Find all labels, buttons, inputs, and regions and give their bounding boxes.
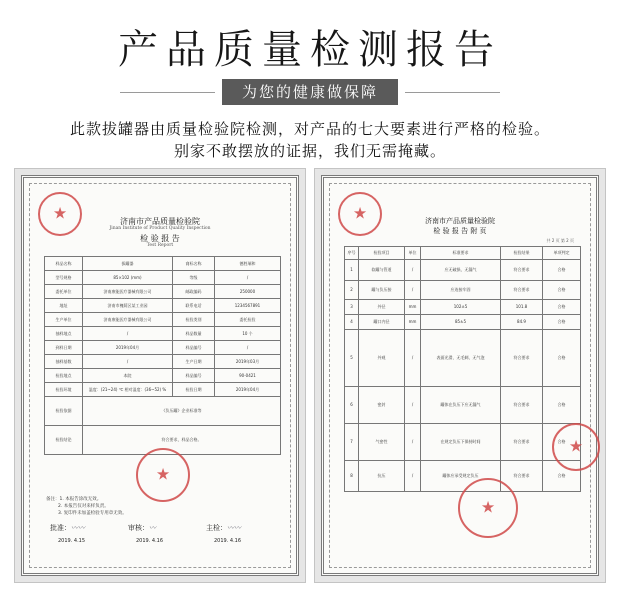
appendix-cell: 合格	[543, 300, 581, 315]
report-field-label: 检验环境	[45, 383, 83, 397]
report-institute-en: Jinan Institute of Product Quality Inspection	[109, 226, 211, 231]
appendix-row	[345, 461, 581, 492]
report-row	[45, 397, 281, 426]
appendix-cell: 4	[345, 315, 359, 330]
appendix-cell: 合格	[543, 424, 581, 461]
report-field-label: 检验日期	[173, 383, 215, 397]
report-field-value: 拔罐器	[83, 257, 173, 271]
seal-star-icon: ★	[52, 203, 68, 223]
test-report-document	[14, 168, 306, 583]
report-appendix-document	[314, 168, 606, 583]
appendix-cell: 合格	[543, 260, 581, 281]
appendix-cell: 应无破损、无漏气	[421, 260, 501, 281]
report-border	[21, 175, 299, 576]
report-field-value: 济南康能医疗器械有限公司	[83, 285, 173, 299]
intro-line-1: 此款拔罐器由质量检验院检测，对产品的七大要素进行严格的检验。	[69, 120, 550, 138]
report-field-label: 检验结论	[45, 426, 83, 455]
appendix-cell: 6	[345, 387, 359, 424]
appendix-row	[345, 330, 581, 387]
sign-date: 2019. 4.15	[58, 538, 86, 544]
appendix-cell: 外观	[359, 330, 405, 387]
appendix-cell: /	[405, 281, 421, 300]
report-row	[45, 355, 281, 369]
appendix-row	[345, 387, 581, 424]
report-institute: 济南市产品质量检验院	[120, 217, 200, 226]
appendix-cell: 应连接牢固	[421, 281, 501, 300]
signature-approver: 批准：〰〰	[50, 524, 85, 532]
report-field-label: 等级	[173, 271, 215, 285]
appendix-cell: /	[405, 461, 421, 492]
appendix-cell: mm	[405, 300, 421, 315]
appendix-table	[344, 246, 581, 492]
report-title-en: Test Report	[146, 243, 174, 248]
report-row	[45, 327, 281, 341]
banner: 为您的健康做保障	[222, 79, 398, 105]
report-field-label: 联系电话	[173, 299, 215, 313]
report-notes	[46, 496, 127, 517]
signature-tester: 主检：〰〰	[206, 524, 241, 532]
report-field-value: 本院	[83, 369, 173, 383]
report-note: 2. 本报告仅对来样负责。	[58, 504, 109, 509]
appendix-column-header: 标准要求	[421, 247, 501, 260]
appendix-cell: 1	[345, 260, 359, 281]
report-field-label: 检验依据	[45, 397, 83, 426]
report-row	[45, 341, 281, 355]
report-field-label: 到样日期	[45, 341, 83, 355]
appendix-seal-bottom-star-icon: ★	[480, 497, 496, 517]
appendix-column-header: 检验项目	[359, 247, 405, 260]
appendix-column-header: 检验结果	[501, 247, 543, 260]
appendix-cell: 罐与负压接	[359, 281, 405, 300]
appendix-row	[345, 281, 581, 300]
report-row	[45, 299, 281, 313]
appendix-cell: 符合要求	[501, 260, 543, 281]
report-field-label: 地址	[45, 299, 83, 313]
report-note: 3. 复印件未加盖检验专用章无效。	[58, 511, 127, 516]
appendix-cell: 软罐与管道	[359, 260, 405, 281]
report-field-label: 商标名称	[173, 257, 215, 271]
report-field-value: 90-0421	[215, 369, 281, 383]
report-field-label: 样品数量	[173, 327, 215, 341]
signature-scrawl: 〰〰	[71, 524, 85, 532]
report-field-value: 委托检验	[215, 313, 281, 327]
appendix-row	[345, 315, 581, 330]
appendix-cell: 3	[345, 300, 359, 315]
report-field-label: 生产日期	[173, 355, 215, 369]
appendix-cell: 符合要求	[501, 461, 543, 492]
banner-right-rule	[405, 92, 500, 93]
seal-star-icon: ★	[352, 203, 368, 223]
appendix-cell: mm	[405, 315, 421, 330]
appendix-cell: 合格	[543, 330, 581, 387]
appendix-cell: 2	[345, 281, 359, 300]
report-field-value: 济南康能医疗器械有限公司	[83, 313, 173, 327]
appendix-cell: 101.8	[501, 300, 543, 315]
report-field-value: 10 个	[215, 327, 281, 341]
appendix-cell: 合格	[543, 315, 581, 330]
appendix-cell: /	[405, 424, 421, 461]
report-field-label: 抽样地点	[45, 327, 83, 341]
appendix-cell: 罐体在负压下应无漏气	[421, 387, 501, 424]
approval-seal	[136, 448, 190, 502]
sign-date: 2019. 4.16	[136, 538, 164, 544]
appendix-seal-star-icon: ★	[568, 436, 584, 456]
approval-seal-star-icon: ★	[155, 464, 171, 484]
sign-date: 2019. 4.16	[214, 538, 242, 544]
appendix-cell: 罐体应承受规定负压	[421, 461, 501, 492]
report-title: 检 验 报 告	[140, 234, 180, 243]
appendix-border	[321, 175, 599, 576]
appendix-cell: 符合要求	[501, 424, 543, 461]
report-field-value: /	[215, 341, 281, 355]
appendix-cell: 在规定负压下保持时间	[421, 424, 501, 461]
appendix-column-header: 单位	[405, 247, 421, 260]
signature-scrawl: 〰	[149, 524, 156, 532]
appendix-cell: 合格	[543, 461, 581, 492]
appendix-seal-bottom	[458, 478, 518, 538]
report-field-value: 250000	[215, 285, 281, 299]
appendix-page-number: 共 2 页 第 2 页	[546, 238, 574, 243]
report-field-label: 型号规格	[45, 271, 83, 285]
appendix-row	[345, 300, 581, 315]
appendix-cell: 气密性	[359, 424, 405, 461]
appendix-seal-right	[552, 423, 600, 471]
appendix-institute: 济南市产品质量检验院	[425, 217, 495, 225]
report-field-value: 2019年04月	[83, 341, 173, 355]
report-field-value: 德胜瑞和	[215, 257, 281, 271]
report-row	[45, 383, 281, 397]
appendix-row	[345, 260, 581, 281]
appendix-cell: 合格	[543, 281, 581, 300]
appendix-cell: 合格	[543, 387, 581, 424]
report-field-value: 符合要求，样品合格。	[83, 426, 281, 455]
appendix-cell: /	[405, 387, 421, 424]
appendix-cell: 5	[345, 330, 359, 387]
report-field-label: 样品编号	[173, 341, 215, 355]
appendix-cell: /	[405, 330, 421, 387]
appendix-cell: 7	[345, 424, 359, 461]
appendix-cell: 符合要求	[501, 387, 543, 424]
intro-line-2: 别家不敢摆放的证据，我们无需掩藏。	[173, 142, 446, 160]
report-row	[45, 313, 281, 327]
signature-scrawl: 〰〰	[227, 524, 241, 532]
report-field-label: 检验地点	[45, 369, 83, 383]
report-field-value: 2019年03月	[215, 355, 281, 369]
signature-reviewer: 审核：〰	[128, 524, 156, 532]
report-note: 备注：1. 本报告涂改无效。	[46, 497, 102, 502]
report-row	[45, 369, 281, 383]
report-field-label: 抽样基数	[45, 355, 83, 369]
report-field-value: 1234567891	[215, 299, 281, 313]
appendix-cell: 符合要求	[501, 330, 543, 387]
appendix-cell: /	[405, 260, 421, 281]
report-field-value: 2019年04月	[215, 383, 281, 397]
appendix-row	[345, 424, 581, 461]
appendix-cell: 罐口内径	[359, 315, 405, 330]
appendix-cell: 符合要求	[501, 281, 543, 300]
report-field-label: 样品名称	[45, 257, 83, 271]
report-field-value: /	[215, 271, 281, 285]
report-field-value: /	[83, 327, 173, 341]
report-row	[45, 257, 281, 271]
appendix-cell: 8	[345, 461, 359, 492]
report-table	[44, 256, 281, 455]
appendix-title: 检 验 报 告 附 页	[433, 227, 487, 235]
appendix-cell: 84.9	[501, 315, 543, 330]
report-field-label: 检验类别	[173, 313, 215, 327]
appendix-cell: 密封	[359, 387, 405, 424]
report-field-label: 样品编号	[173, 369, 215, 383]
appendix-cell: 102±5	[421, 300, 501, 315]
report-row	[45, 285, 281, 299]
report-row	[45, 271, 281, 285]
appendix-column-header: 序号	[345, 247, 359, 260]
page-title: 产品质量检测报告	[118, 27, 502, 73]
report-field-value: 85×102 (mm)	[83, 271, 173, 285]
appendix-cell: 外径	[359, 300, 405, 315]
report-field-value: 温度：(21~24) ℃ 相对湿度：(36~52) %	[83, 383, 173, 397]
appendix-cell: 85±5	[421, 315, 501, 330]
report-field-value: 《负压罐》企业标准等	[83, 397, 281, 426]
report-field-value: /	[83, 355, 173, 369]
appendix-cell: 抗压	[359, 461, 405, 492]
appendix-column-header: 单项判定	[543, 247, 581, 260]
report-field-label: 生产单位	[45, 313, 83, 327]
report-field-label: 委托单位	[45, 285, 83, 299]
banner-left-rule	[120, 92, 215, 93]
report-field-label: 邮政编码	[173, 285, 215, 299]
appendix-cell: 表面光滑，无毛刺、无气泡	[421, 330, 501, 387]
report-field-value: 济南市槐荫区某工业园	[83, 299, 173, 313]
